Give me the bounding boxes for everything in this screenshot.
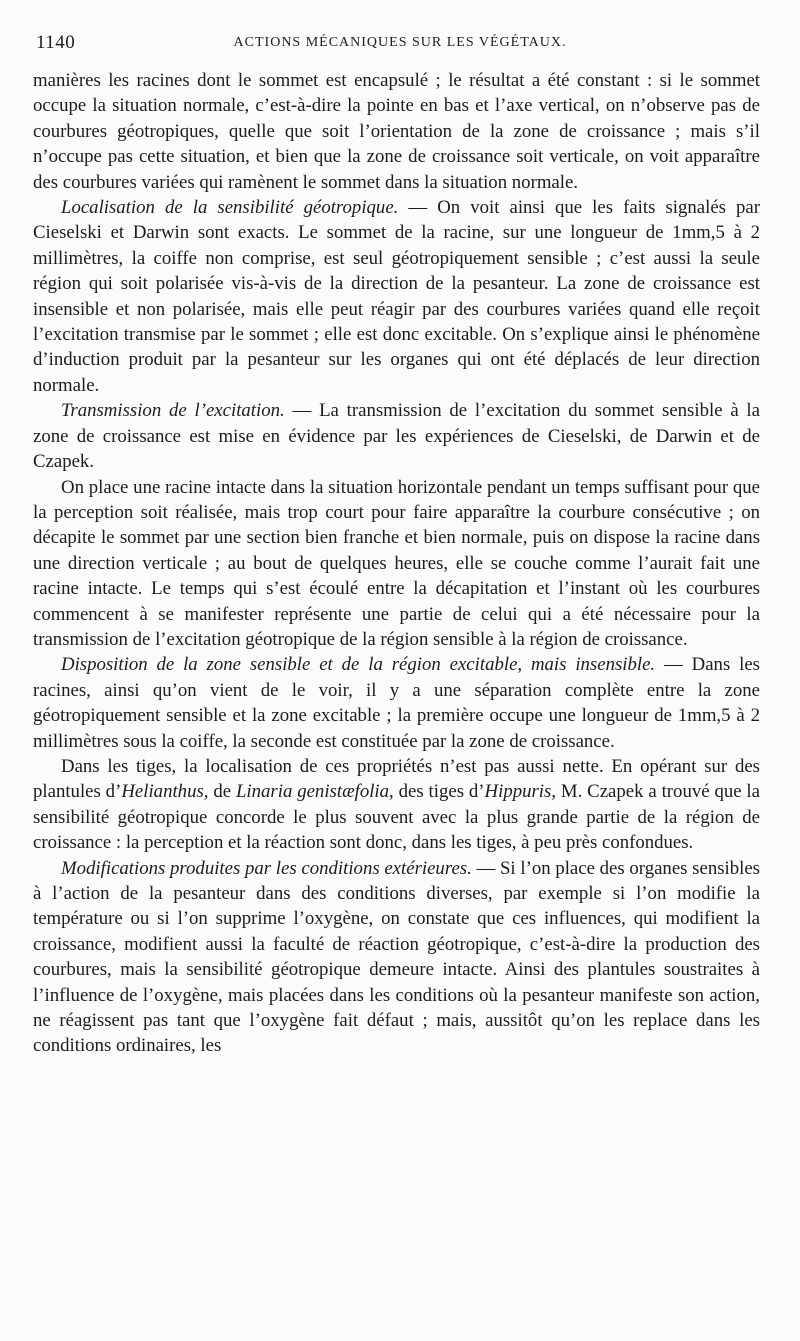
section-heading: Transmission de l’excitation. [61,400,285,422]
running-title: ACTIONS MÉCANIQUES SUR LES VÉGÉTAUX. [233,35,567,50]
paragraph-text: , M. Czapek a trouvé que la sensibilité géotropique concorde le plus souvent avec la plus grande partie de la région de croissance : la perception et la réaction sont donc, dans les tiges, à peu près confondues. [33,781,760,854]
species-name: Helianthus [121,781,204,803]
paragraph-stems [33,754,760,856]
section-heading: Localisation de la sensibilité géotropique. [61,197,399,219]
paragraph-text: — Si l’on place des organes sensibles à l’action de la pesanteur dans des conditions diverses, par exemple si l’on modifie la température ou si l’on supprime l’oxygène, on constate que ces influences, qui modifient la croissance, modifient aussi la faculté de réaction géotropique, c’est-à-dire la production des courbures, mais la sensibilité géotropique demeure intacte. Ainsi des plantules soustraites à l’influence de l’oxygène, mais placées dans les conditions où la pesanteur manifeste son action, ne réagissent pas tant que l’oxygène fait défaut ; mais, aussitôt qu’on les replace dans les conditions ordinaires, les [33,857,760,1057]
species-name: Linaria genistæfolia [235,781,390,803]
paragraph-text: — On voit ainsi que les faits signalés par Cieselski et Darwin sont exacts. Le sommet de la racine, sur une longueur de 1mm,5 à 2 millimètres, la coiffe non comprise, est seul géotropiquement sensible ; c’est aussi la seule région qui soit polarisée vis-à-vis de la direction de la pesanteur. La zone de croissance est insensible et non polarisée, mais elle peut réagir par des courbures variées quand elle reçoit l’excitation transmise par le sommet ; elle est donc excitable. On s’explique ainsi le phénomène d’induction produit par la pesanteur sur les organes qui ont été déplacés de leur direction normale. [33,197,760,396]
paragraph-modifications [33,856,760,1059]
page-number: 1140 [36,32,76,53]
paragraph-disposition [33,652,760,754]
body-text [33,68,760,1059]
section-heading: Modifications produites par les conditions extérieures. [61,857,472,879]
paragraph-text: On place une racine intacte dans la situation horizontale pendant un temps suffisant pour que la perception soit réalisée, mais trop court pour faire apparaître la courbure consécutive ; on décapite le sommet par une section bien franche et bien normale, puis on dispose la racine dans une direction verticale ; au bout de quelques heures, elle se couche comme l’aurait fait une racine intacte. Le temps qui s’est écoulé entre la décapitation et l’instant où les courbures commencent à se manifester représente une partie de celui qui a été nécessaire pour la transmission de l’excitation géotropique de la région sensible à la région de croissance. [33,476,760,650]
paragraph-text: — Dans les racines, ainsi qu’on vient de le voir, il y a une séparation complète entre la zone géotropiquement sensible et la zone excitable ; la première occupe une longueur de 1mm,5 à 2 millimètres sous la coiffe, la seconde est constituée par la zone de croissance. [33,654,760,752]
section-heading: Disposition de la zone sensible et de la région excitable, mais insensible. [61,654,656,676]
paragraph-experiment [33,475,760,653]
paragraph-results [33,68,760,195]
paragraph-transmission [33,398,760,474]
species-name: Hippuris [484,781,552,803]
paragraph-text: Dans les tiges, la localisation de ces propriétés n’est pas aussi nette. En opérant sur des plantules d’ [33,755,760,803]
paragraph-text: — La transmission de l’excitation du sommet sensible à la zone de croissance est mise en évidence par les expériences de Cieselski, de Darwin et de Czapek. [33,400,760,473]
paragraph-text: , de [203,781,236,803]
paragraph-localisation [33,195,760,398]
paragraph-text: manières les racines dont le sommet est encapsulé ; le résultat a été constant : si le sommet occupe la situation normale, c’est-à-dire la pointe en bas et l’axe vertical, on n’observe pas de courbures géotropiques, quelle que soit l’orientation de la zone de croissance ; mais s’il n’occupe pas cette situation, et bien que la zone de croissance soit verticale, on voit apparaître des courbures variées qui ramènent le sommet dans la situation normale. [33,70,760,193]
paragraph-text: , des tiges d’ [389,781,485,803]
running-header [36,32,764,58]
